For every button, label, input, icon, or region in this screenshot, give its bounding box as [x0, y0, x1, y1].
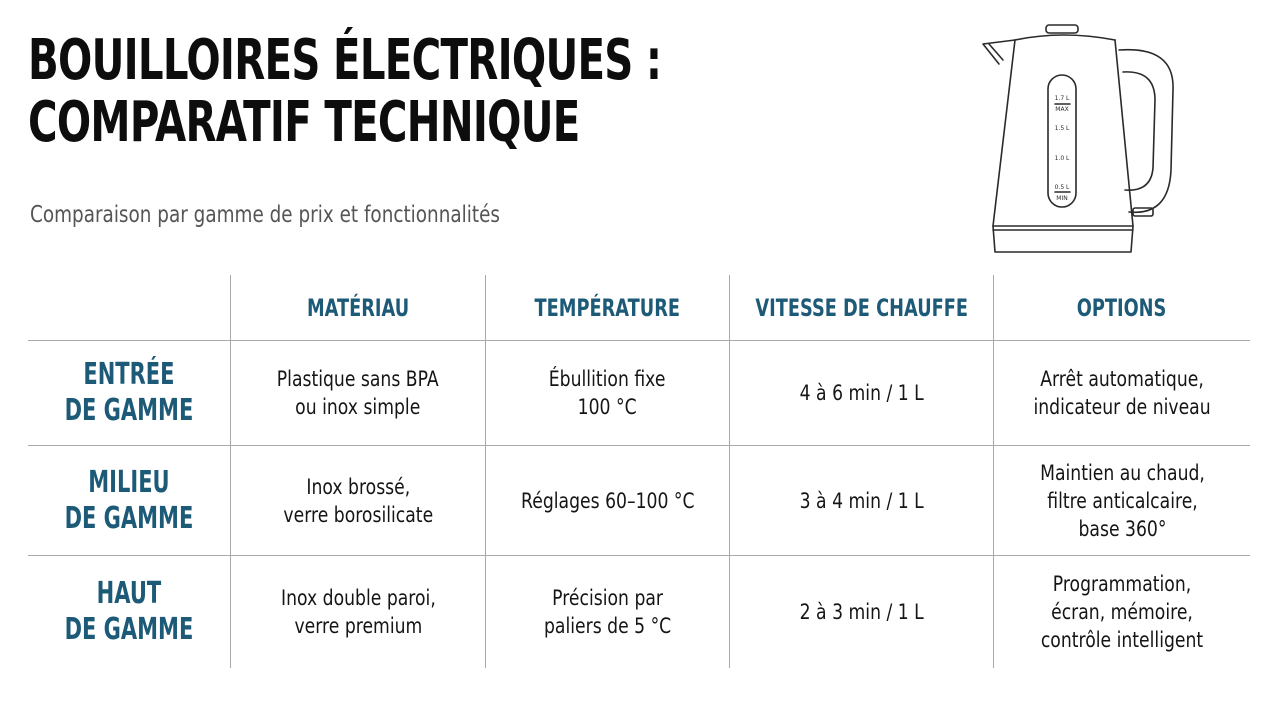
table-cell: 3 à 4 min / 1 L — [799, 488, 924, 513]
table-cell: Précision par paliers de 5 °C — [543, 586, 672, 638]
table-cell: Inox brossé, verre borosilicate — [283, 474, 433, 527]
kettle-mark-max: MAX — [1055, 106, 1069, 113]
table-cell: Inox double paroi, verre premium — [280, 586, 436, 638]
table-cell: 2 à 3 min / 1 L — [799, 600, 924, 624]
table-cell: Maintien au chaud, filtre anticalcaire, base 360° — [1039, 460, 1205, 541]
column-header-temperature: TEMPÉRATURE — [534, 293, 681, 322]
page-title — [28, 30, 661, 154]
page-subtitle: Comparaison par gamme de prix et fonctionnalités — [30, 202, 500, 228]
kettle-mark-1-5: 1.5 L — [1054, 125, 1070, 132]
table-cell: Ébullition fixe 100 °C — [549, 367, 666, 419]
kettle-mark-1-0: 1.0 L — [1054, 155, 1070, 162]
table-cell: Plastique sans BPA ou inox simple — [277, 367, 439, 419]
row-label-milieu: MILIEU DE GAMME — [64, 464, 194, 536]
table-cell: Arrêt automatique, indicateur de niveau — [1033, 367, 1211, 419]
page-title-line-1: BOUILLOIRES ÉLECTRIQUES : — [28, 28, 662, 93]
column-header-materiau: MATÉRIAU — [306, 293, 410, 322]
kettle-mark-1-7: 1.7 L — [1054, 95, 1070, 102]
page-title-line-2: COMPARATIF TECHNIQUE — [28, 90, 580, 155]
column-header-vitesse: VITESSE DE CHAUFFE — [755, 293, 968, 322]
column-header-options: OPTIONS — [1077, 293, 1167, 322]
row-label-haut: HAUT DE GAMME — [64, 576, 194, 647]
electric-kettle-icon — [975, 20, 1175, 260]
table-cell: Programmation, écran, mémoire, contrôle intelligent — [1040, 572, 1204, 652]
table-cell: Réglages 60–100 °C — [520, 488, 695, 513]
table-cell: 4 à 6 min / 1 L — [799, 381, 924, 405]
kettle-mark-0-5: 0.5 L — [1054, 184, 1070, 191]
kettle-mark-min: MIN — [1056, 195, 1068, 202]
comparison-table — [28, 275, 1250, 668]
row-label-entree: ENTRÉE DE GAMME — [64, 357, 194, 428]
